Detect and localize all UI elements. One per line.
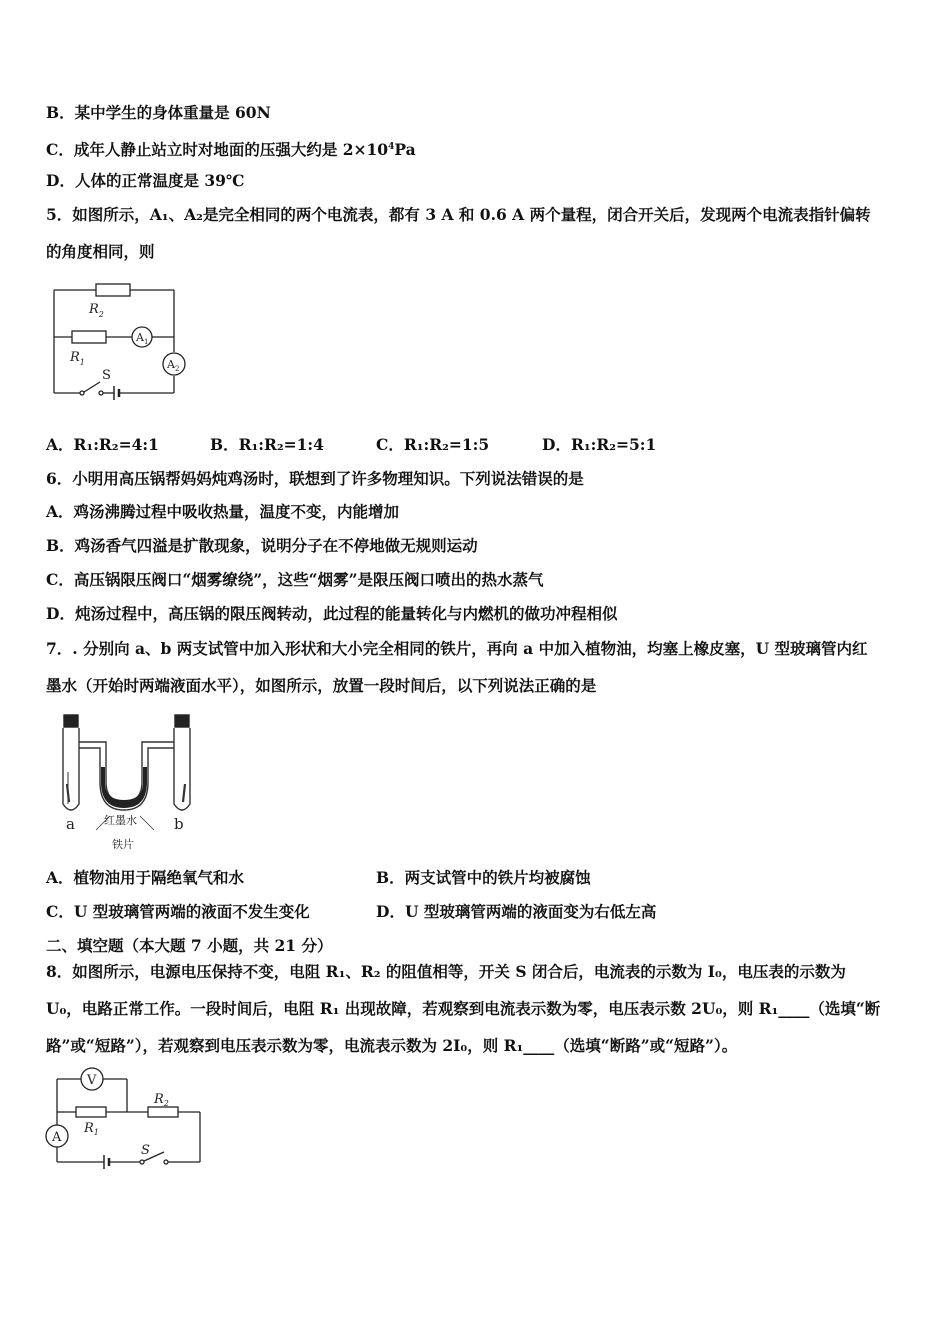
q4-option-d: D．人体的正常温度是 39℃ <box>46 171 245 190</box>
q8-label-s: S <box>141 1143 150 1158</box>
q5-stem-line2: 的角度相同，则 <box>46 242 155 261</box>
q7-label-a: a <box>66 815 75 833</box>
q7-option-d: D．U 型玻璃管两端的液面变为右低左高 <box>376 902 657 921</box>
q7-tube-b <box>174 728 190 810</box>
q8-label-r1: $R_1$ <box>84 1121 99 1137</box>
q7-option-b: B．两支试管中的铁片均被腐蚀 <box>376 868 591 887</box>
q6-option-b: B．鸡汤香气四溢是扩散现象，说明分子在不停地做无规则运动 <box>46 536 478 555</box>
q7-label-red-ink: 红墨水 <box>104 814 137 827</box>
q7-red-ink <box>101 767 147 808</box>
q4-option-b: B．某中学生的身体重量是 60N <box>46 103 271 122</box>
q7-label-iron: 铁片 <box>112 838 134 851</box>
q5-stem-line1: 5．如图所示，A₁、A₂是完全相同的两个电流表，都有 3 A 和 0.6 A 两个量程，闭合开关后，发现两个电流表指针偏转 <box>46 205 871 224</box>
q7-tube-a <box>63 728 79 810</box>
q6-option-d: D．炖汤过程中，高压锅的限压阀转动，此过程的能量转化与内燃机的做功冲程相似 <box>46 604 618 623</box>
q7-stem-line2: 墨水（开始时两端液面水平），如图所示，放置一段时间后，以下列说法正确的是 <box>46 676 597 695</box>
q5-circuit-diagram <box>44 280 194 402</box>
section-2-title: 二、填空题（本大题 7 小题，共 21 分） <box>46 936 333 955</box>
q8-label-v: V <box>87 1073 97 1088</box>
q8-circuit-diagram <box>44 1066 209 1170</box>
q7-stem-line1: 7．. 分别向 a、b 两支试管中加入形状和大小完全相同的铁片，再向 a 中加入植物油，均塞上橡皮塞，U 型玻璃管内红 <box>46 639 868 658</box>
q5-label-s: S <box>102 368 111 383</box>
q4-option-c-exponent: 4 <box>388 142 395 152</box>
q8-r1-resistor <box>76 1107 106 1117</box>
q8-line3: 路”或“短路”），若观察到电压表示数为零，电流表示数为 2I₀，则 R₁____（选填“断路”或“短路”）。 <box>46 1036 738 1055</box>
q5-label-r2: $R_2$ <box>89 302 104 319</box>
q5-r2-resistor <box>96 284 130 296</box>
q5-option-b: B．R₁:R₂=1:4 <box>210 435 324 454</box>
q5-option-d: D．R₁:R₂=5:1 <box>542 435 657 454</box>
q7-option-a: A．植物油用于隔绝氧气和水 <box>46 868 245 887</box>
q5-option-c: C．R₁:R₂=1:5 <box>376 435 490 454</box>
q6-option-a: A．鸡汤沸腾过程中吸收热量，温度不变，内能增加 <box>46 502 400 521</box>
q5-label-a2: $A_2$ <box>167 358 180 373</box>
q5-label-a1: $A_1$ <box>136 331 149 346</box>
q4-option-c <box>46 137 416 160</box>
q6-stem: 6．小明用高压锅帮妈妈炖鸡汤时，联想到了许多物理知识。下列说法错误的是 <box>46 469 584 488</box>
q5-option-a: A．R₁:R₂=4:1 <box>46 435 159 454</box>
q5-label-r1: $R_1$ <box>70 350 85 367</box>
q5-r1-resistor <box>72 331 106 343</box>
q6-option-c: C．高压锅限压阀口“烟雾缭绕”，这些“烟雾”是限压阀口喷出的热水蒸气 <box>46 570 544 589</box>
q8-label-a: A <box>52 1130 62 1145</box>
q8-line2: U₀，电路正常工作。一段时间后，电阻 R₁ 出现故障，若观察到电流表示数为零，电压表示数 2U₀，则 R₁____（选填“断 <box>46 999 881 1018</box>
q7-label-b: b <box>174 815 184 833</box>
q5-switch <box>84 382 100 392</box>
q7-test-tube-diagram <box>56 712 206 854</box>
q7-option-c: C．U 型玻璃管两端的液面不发生变化 <box>46 902 310 921</box>
q8-label-r2: $R_2$ <box>154 1092 169 1108</box>
q8-r2-resistor <box>148 1107 178 1117</box>
q4-option-c-unit: Pa <box>394 140 416 160</box>
q4-option-c-text: C．成年人静止站立时对地面的压强大约是 2×10 <box>46 140 389 160</box>
q8-line1: 8．如图所示，电源电压保持不变，电阻 R₁、R₂ 的阻值相等，开关 S 闭合后，电流表的示数为 I₀，电压表的示数为 <box>46 962 846 981</box>
